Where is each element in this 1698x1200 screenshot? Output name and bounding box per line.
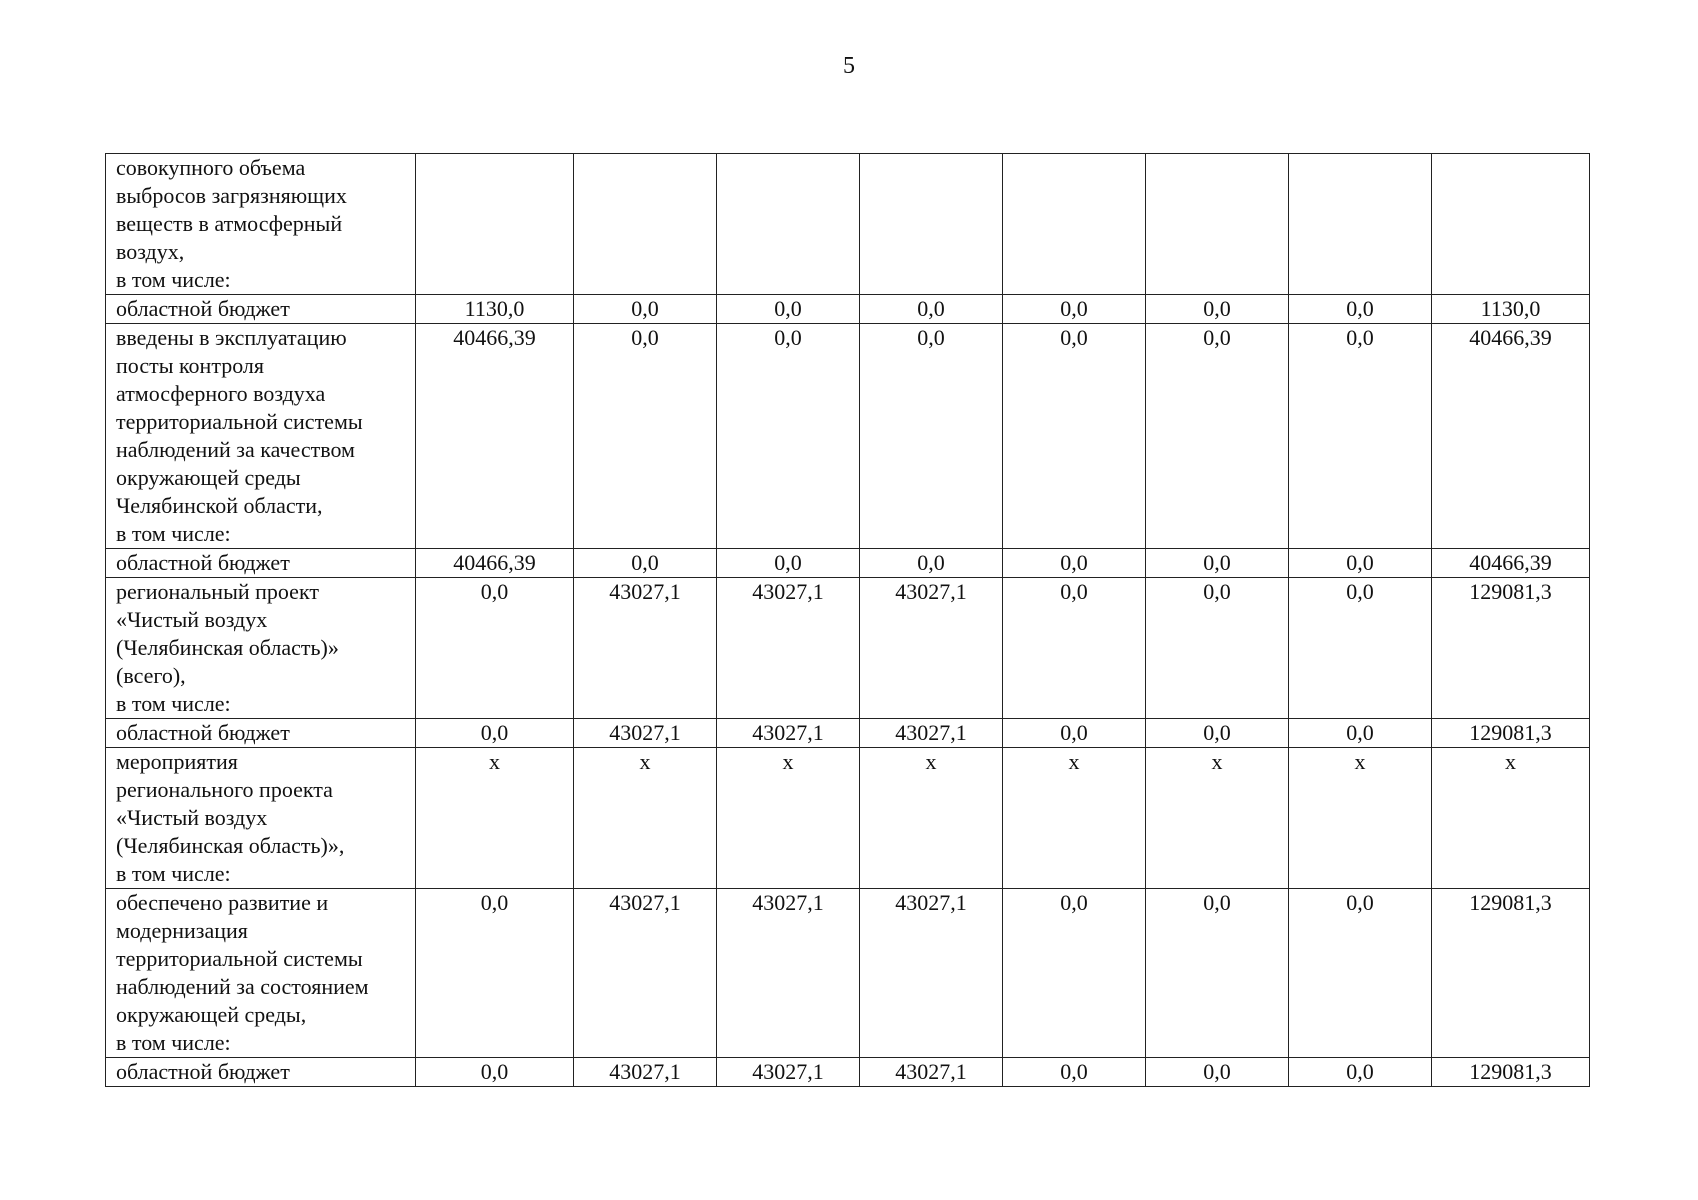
value-cell: 0,0 bbox=[1146, 1058, 1289, 1087]
total-cell: 129081,3 bbox=[1432, 1058, 1590, 1087]
row-label: обеспечено развитие и модернизация территориальной системы наблюдений за состоянием окружающей среды, в том числе: bbox=[106, 889, 416, 1058]
value-cell: 0,0 bbox=[1003, 1058, 1146, 1087]
value-cell: 1130,0 bbox=[416, 295, 574, 324]
value-cell: 43027,1 bbox=[574, 719, 717, 748]
value-cell: x bbox=[717, 748, 860, 889]
value-cell bbox=[1289, 154, 1432, 295]
total-cell bbox=[1432, 154, 1590, 295]
value-cell bbox=[416, 154, 574, 295]
value-cell: 0,0 bbox=[860, 324, 1003, 549]
value-cell: 0,0 bbox=[860, 549, 1003, 578]
value-cell: 0,0 bbox=[1003, 719, 1146, 748]
total-cell: 40466,39 bbox=[1432, 324, 1590, 549]
value-cell: 0,0 bbox=[416, 578, 574, 719]
value-cell: x bbox=[1146, 748, 1289, 889]
value-cell: 0,0 bbox=[717, 295, 860, 324]
value-cell: x bbox=[416, 748, 574, 889]
value-cell: 40466,39 bbox=[416, 549, 574, 578]
value-cell: 0,0 bbox=[1003, 549, 1146, 578]
row-label: совокупного объема выбросов загрязняющих веществ в атмосферный воздух, в том числе: bbox=[106, 154, 416, 295]
value-cell: 0,0 bbox=[1146, 578, 1289, 719]
total-cell: 129081,3 bbox=[1432, 719, 1590, 748]
value-cell: 0,0 bbox=[1289, 295, 1432, 324]
value-cell bbox=[1003, 154, 1146, 295]
value-cell: 0,0 bbox=[1289, 578, 1432, 719]
table-row bbox=[106, 719, 1590, 748]
table-row bbox=[106, 1058, 1590, 1087]
value-cell: 0,0 bbox=[1146, 719, 1289, 748]
value-cell: 0,0 bbox=[1003, 578, 1146, 719]
value-cell: 43027,1 bbox=[574, 1058, 717, 1087]
total-cell: 129081,3 bbox=[1432, 578, 1590, 719]
row-label: введены в эксплуатацию посты контроля атмосферного воздуха территориальной системы наблюдений за качеством окружающей среды Челябинской области, в том числе: bbox=[106, 324, 416, 549]
page-number: 5 bbox=[843, 53, 855, 79]
value-cell bbox=[860, 154, 1003, 295]
value-cell: 0,0 bbox=[1003, 324, 1146, 549]
value-cell: x bbox=[574, 748, 717, 889]
value-cell: 0,0 bbox=[717, 549, 860, 578]
value-cell: x bbox=[860, 748, 1003, 889]
value-cell: 0,0 bbox=[416, 889, 574, 1058]
row-label: региональный проект «Чистый воздух (Челябинская область)» (всего), в том числе: bbox=[106, 578, 416, 719]
total-cell: x bbox=[1432, 748, 1590, 889]
value-cell: 43027,1 bbox=[717, 889, 860, 1058]
value-cell: x bbox=[1003, 748, 1146, 889]
value-cell: 43027,1 bbox=[860, 1058, 1003, 1087]
row-label: мероприятия регионального проекта «Чистый воздух (Челябинская область)», в том числе: bbox=[106, 748, 416, 889]
value-cell: 0,0 bbox=[1289, 1058, 1432, 1087]
value-cell bbox=[717, 154, 860, 295]
value-cell: 0,0 bbox=[1003, 889, 1146, 1058]
value-cell: 0,0 bbox=[574, 324, 717, 549]
table-row bbox=[106, 549, 1590, 578]
value-cell: 0,0 bbox=[1146, 549, 1289, 578]
row-label: областной бюджет bbox=[106, 549, 416, 578]
value-cell: 43027,1 bbox=[860, 889, 1003, 1058]
value-cell: 40466,39 bbox=[416, 324, 574, 549]
value-cell: 0,0 bbox=[574, 295, 717, 324]
budget-table bbox=[105, 153, 1590, 1087]
value-cell: x bbox=[1289, 748, 1432, 889]
total-cell: 40466,39 bbox=[1432, 549, 1590, 578]
value-cell: 0,0 bbox=[1146, 889, 1289, 1058]
table-row bbox=[106, 295, 1590, 324]
table-row bbox=[106, 154, 1590, 295]
value-cell: 0,0 bbox=[717, 324, 860, 549]
value-cell: 0,0 bbox=[416, 719, 574, 748]
value-cell bbox=[574, 154, 717, 295]
value-cell: 43027,1 bbox=[717, 578, 860, 719]
value-cell: 0,0 bbox=[1289, 549, 1432, 578]
table-row bbox=[106, 578, 1590, 719]
total-cell: 1130,0 bbox=[1432, 295, 1590, 324]
value-cell: 0,0 bbox=[1289, 324, 1432, 549]
value-cell: 0,0 bbox=[860, 295, 1003, 324]
table-row bbox=[106, 889, 1590, 1058]
table-row bbox=[106, 748, 1590, 889]
table-row bbox=[106, 324, 1590, 549]
value-cell: 43027,1 bbox=[574, 889, 717, 1058]
value-cell: 0,0 bbox=[1289, 719, 1432, 748]
row-label: областной бюджет bbox=[106, 719, 416, 748]
value-cell: 0,0 bbox=[574, 549, 717, 578]
value-cell: 43027,1 bbox=[717, 719, 860, 748]
value-cell: 0,0 bbox=[1146, 324, 1289, 549]
value-cell: 0,0 bbox=[1146, 295, 1289, 324]
value-cell: 43027,1 bbox=[717, 1058, 860, 1087]
value-cell bbox=[1146, 154, 1289, 295]
row-label: областной бюджет bbox=[106, 295, 416, 324]
value-cell: 0,0 bbox=[1289, 889, 1432, 1058]
total-cell: 129081,3 bbox=[1432, 889, 1590, 1058]
row-label: областной бюджет bbox=[106, 1058, 416, 1087]
value-cell: 43027,1 bbox=[860, 578, 1003, 719]
value-cell: 0,0 bbox=[1003, 295, 1146, 324]
value-cell: 43027,1 bbox=[574, 578, 717, 719]
value-cell: 0,0 bbox=[416, 1058, 574, 1087]
value-cell: 43027,1 bbox=[860, 719, 1003, 748]
